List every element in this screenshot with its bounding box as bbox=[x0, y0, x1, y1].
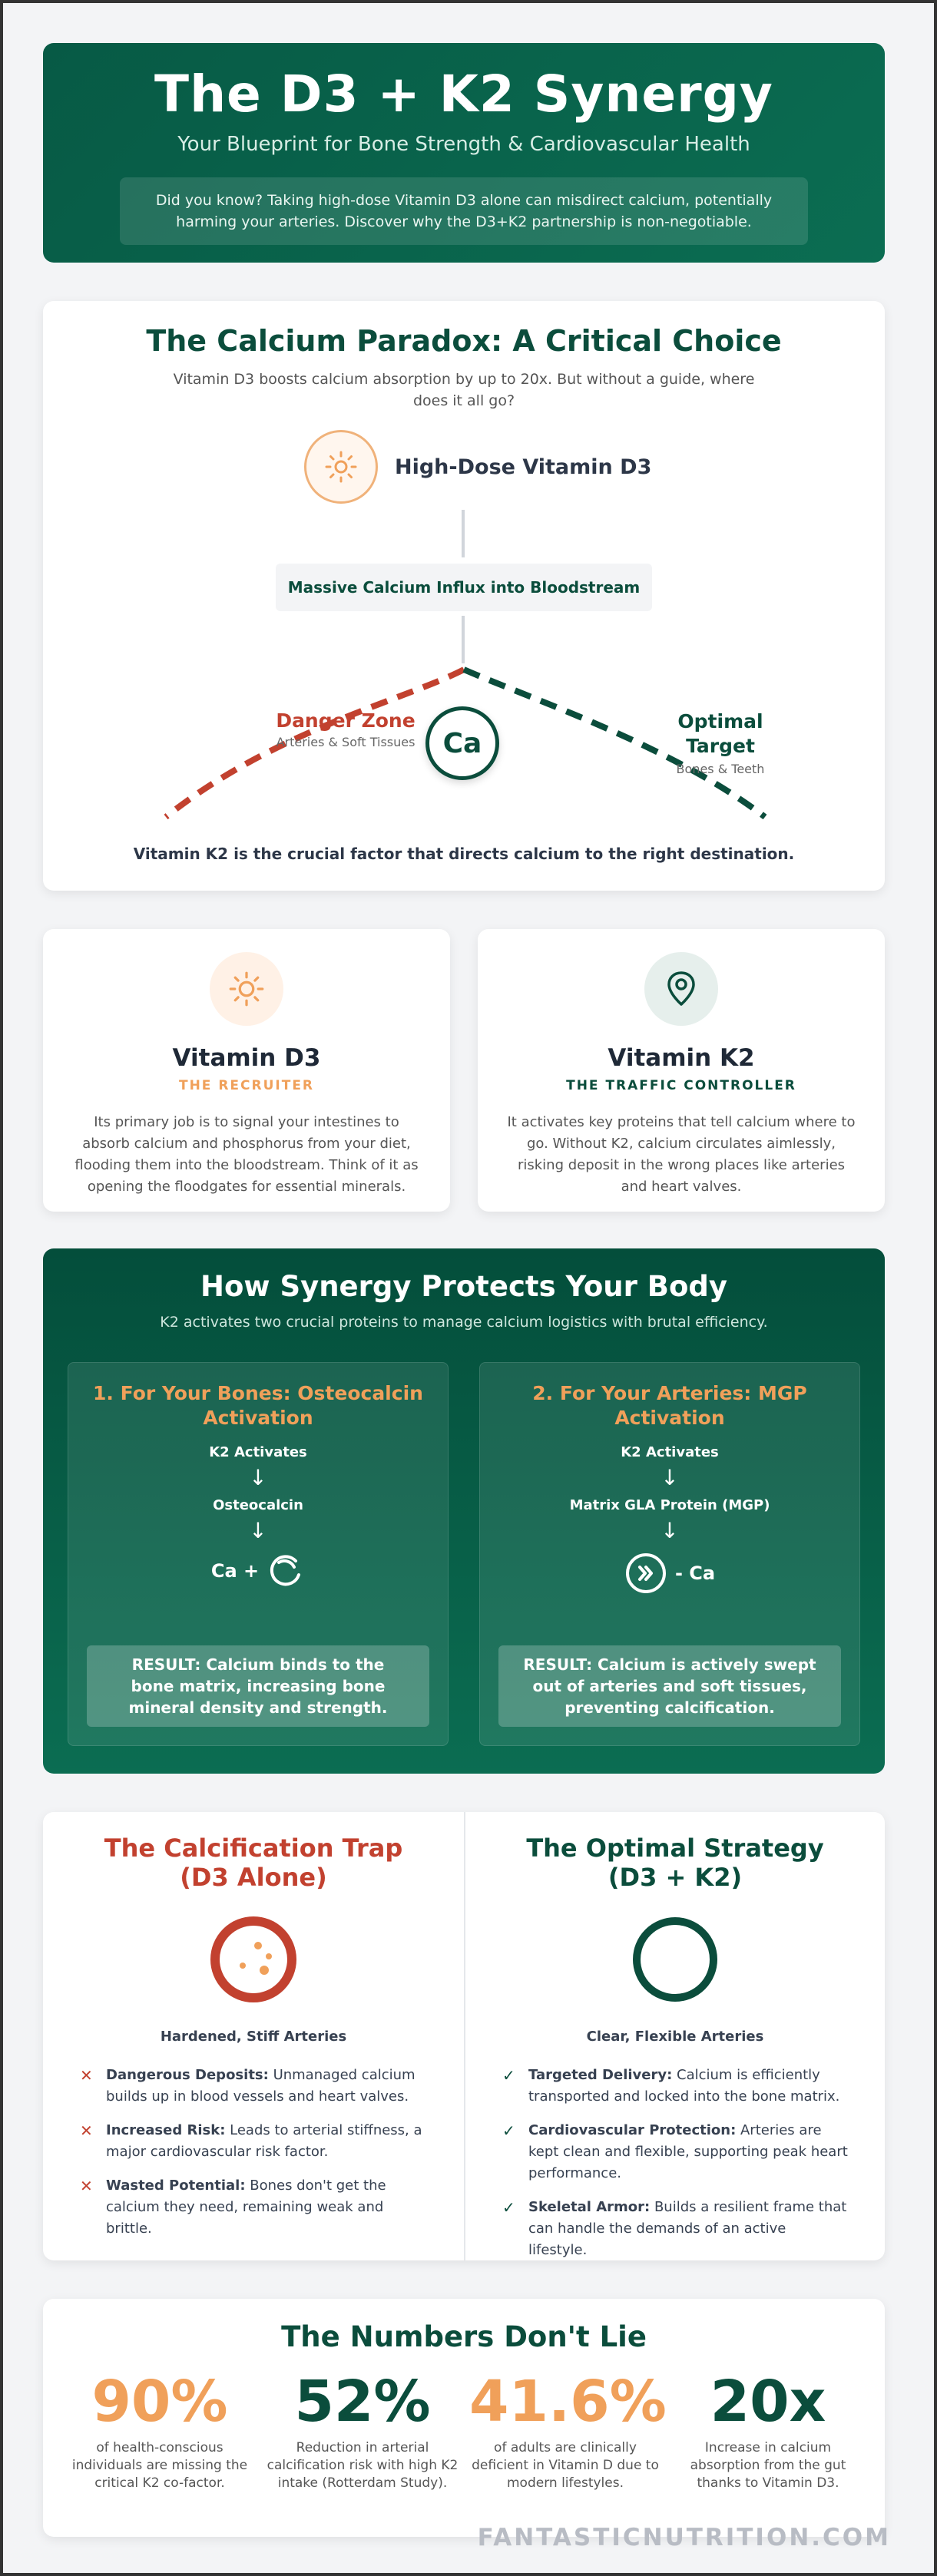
list-item: ✕ Dangerous Deposits: Unmanaged calcium builds up in blood vessels and heart valves. bbox=[80, 2065, 427, 2108]
trap-caption: Hardened, Stiff Arteries bbox=[160, 2029, 347, 2045]
paradox-footer: Vitamin K2 is the crucial factor that directs calcium to the right destination. bbox=[133, 845, 795, 863]
stat-value: 20x bbox=[710, 2369, 826, 2435]
optimal-target-subtitle: Bones & Teeth bbox=[676, 762, 765, 776]
hero-header bbox=[43, 43, 885, 263]
calcium-circle: Ca bbox=[425, 706, 499, 780]
arteries-result: RESULT: Calcium is actively swept out of arteries and soft tissues, preventing calcification. bbox=[498, 1645, 841, 1727]
stat-item bbox=[672, 2369, 864, 2492]
bones-calcium-binding bbox=[68, 1552, 448, 1590]
page-title: The D3 + K2 Synergy bbox=[154, 64, 773, 124]
bones-step-osteocalcin: Osteocalcin bbox=[213, 1497, 303, 1513]
map-pin-icon bbox=[644, 952, 718, 1026]
arteries-column bbox=[479, 1362, 860, 1746]
stat-value: 52% bbox=[294, 2369, 431, 2435]
stat-item bbox=[469, 2369, 667, 2492]
list-item: ✓ Skeletal Armor: Builds a resilient frame that can handle the demands of an active lifestyle. bbox=[502, 2197, 848, 2261]
danger-zone bbox=[270, 709, 421, 749]
arteries-step-activates: K2 Activates bbox=[621, 1444, 719, 1460]
arteries-ca-label: - Ca bbox=[674, 1562, 716, 1584]
stat-value: 41.6% bbox=[469, 2369, 667, 2435]
stat-value: 90% bbox=[91, 2369, 228, 2435]
optimal-list bbox=[502, 2065, 848, 2261]
stat-caption: of health-conscious individuals are missing the critical K2 co-factor. bbox=[71, 2440, 248, 2491]
optimal-strategy-column bbox=[464, 1812, 885, 2260]
x-icon: ✕ bbox=[80, 2066, 93, 2085]
stat-caption: of adults are clinically deficient in Vitamin D due to modern lifestyles. bbox=[472, 2440, 659, 2491]
list-item: ✕ Wasted Potential: Bones don't get the calcium they need, remaining weak and brittle. bbox=[80, 2175, 427, 2240]
d3-card-role: THE RECRUITER bbox=[178, 1078, 315, 1093]
paradox-title: The Calcium Paradox: A Critical Choice bbox=[146, 324, 782, 358]
arrow-down-icon: ↓ bbox=[661, 1518, 679, 1543]
comparison-section bbox=[43, 1812, 885, 2260]
danger-zone-title: Danger Zone bbox=[276, 709, 416, 732]
d3-label: High-Dose Vitamin D3 bbox=[395, 455, 652, 479]
paradox-description: Vitamin D3 boosts calcium absorption by up to 20x. But without a guide, where does it all go? bbox=[173, 371, 755, 409]
calcium-paths bbox=[43, 301, 885, 891]
synergy-section bbox=[43, 1248, 885, 1774]
vitamin-d3-card bbox=[43, 929, 450, 1212]
numbers-title: The Numbers Don't Lie bbox=[281, 2320, 647, 2353]
arrow-down-icon: ↓ bbox=[249, 1465, 267, 1490]
bone-binding-icon bbox=[267, 1552, 305, 1590]
arteries-title: 2. For Your Arteries: MGP Activation bbox=[532, 1382, 807, 1429]
stats-row bbox=[43, 2369, 885, 2492]
check-icon: ✓ bbox=[502, 2121, 515, 2140]
page-subtitle: Your Blueprint for Bone Strength & Cardiovascular Health bbox=[177, 133, 750, 156]
numbers-section bbox=[43, 2299, 885, 2537]
optimal-target bbox=[671, 709, 770, 776]
list-item: ✕ Increased Risk: Leads to arterial stiffness, a major cardiovascular risk factor. bbox=[80, 2120, 427, 2163]
k2-card-role: THE TRAFFIC CONTROLLER bbox=[566, 1078, 796, 1093]
calcium-influx-box: Massive Calcium Influx into Bloodstream bbox=[276, 564, 652, 611]
calcified-artery-icon bbox=[209, 1915, 298, 2004]
optimal-caption: Clear, Flexible Arteries bbox=[586, 2029, 764, 2045]
d3-card-text: Its primary job is to signal your intestines to absorb calcium and phosphorus from your diet, flooding them into the bloodstream. Think of it as opening the floodgates for essential minerals. bbox=[74, 1114, 419, 1195]
check-icon: ✓ bbox=[502, 2066, 515, 2085]
trap-title: The Calcification Trap (D3 Alone) bbox=[104, 1834, 403, 1892]
bones-ca-label: Ca + bbox=[210, 1560, 260, 1582]
danger-zone-subtitle: Arteries & Soft Tissues bbox=[276, 735, 416, 749]
stat-item bbox=[64, 2369, 256, 2492]
trap-list bbox=[80, 2065, 427, 2240]
stat-caption: Increase in calcium absorption from the gut thanks to Vitamin D3. bbox=[690, 2440, 846, 2491]
bones-step-activates: K2 Activates bbox=[209, 1444, 307, 1460]
bones-result: RESULT: Calcium binds to the bone matrix, increasing bone mineral density and strength. bbox=[87, 1645, 429, 1727]
arrow-down-icon: ↓ bbox=[249, 1518, 267, 1543]
x-icon: ✕ bbox=[80, 2177, 93, 2195]
bones-column bbox=[68, 1362, 449, 1746]
calcification-trap-column bbox=[43, 1812, 464, 2260]
sweep-out-icon bbox=[624, 1552, 667, 1595]
calcium-paradox-section bbox=[43, 301, 885, 891]
sun-icon bbox=[210, 952, 283, 1026]
list-item: ✓ Targeted Delivery: Calcium is efficiently transported and locked into the bone matrix. bbox=[502, 2065, 848, 2108]
arteries-step-mgp: Matrix GLA Protein (MGP) bbox=[569, 1497, 770, 1513]
arteries-calcium-removal bbox=[480, 1552, 859, 1595]
brand-watermark: FANTASTICNUTRITION.COM bbox=[477, 2524, 891, 2551]
stat-item bbox=[267, 2369, 459, 2492]
optimal-target-title: Optimal Target bbox=[677, 710, 763, 757]
k2-card-text: It activates key proteins that tell calcium where to go. Without K2, calcium circulates aimlessly, risking deposit in the wrong places like arteries and heart valves. bbox=[507, 1114, 856, 1195]
list-item: ✓ Cardiovascular Protection: Arteries are kept clean and flexible, supporting peak heart performance. bbox=[502, 2120, 848, 2184]
did-you-know-note: Did you know? Taking high-dose Vitamin D3 alone can misdirect calcium, potentially harming your arteries. Discover why the D3+K2 partnership is non-negotiable. bbox=[120, 177, 808, 245]
vitamin-k2-card bbox=[478, 929, 885, 1212]
check-icon: ✓ bbox=[502, 2198, 515, 2217]
clear-artery-icon bbox=[631, 1915, 720, 2004]
stat-caption: Reduction in arterial calcification risk with high K2 intake (Rotterdam Study). bbox=[267, 2440, 459, 2491]
arrow-down-icon: ↓ bbox=[661, 1465, 679, 1490]
d3-card-title: Vitamin D3 bbox=[172, 1044, 321, 1072]
k2-card-title: Vitamin K2 bbox=[608, 1044, 755, 1072]
bones-title: 1. For Your Bones: Osteocalcin Activation bbox=[93, 1382, 423, 1429]
x-icon: ✕ bbox=[80, 2121, 93, 2140]
synergy-description: K2 activates two crucial proteins to manage calcium logistics with brutal efficiency. bbox=[160, 1314, 768, 1331]
optimal-title: The Optimal Strategy (D3 + K2) bbox=[526, 1834, 824, 1892]
synergy-title: How Synergy Protects Your Body bbox=[200, 1270, 727, 1303]
